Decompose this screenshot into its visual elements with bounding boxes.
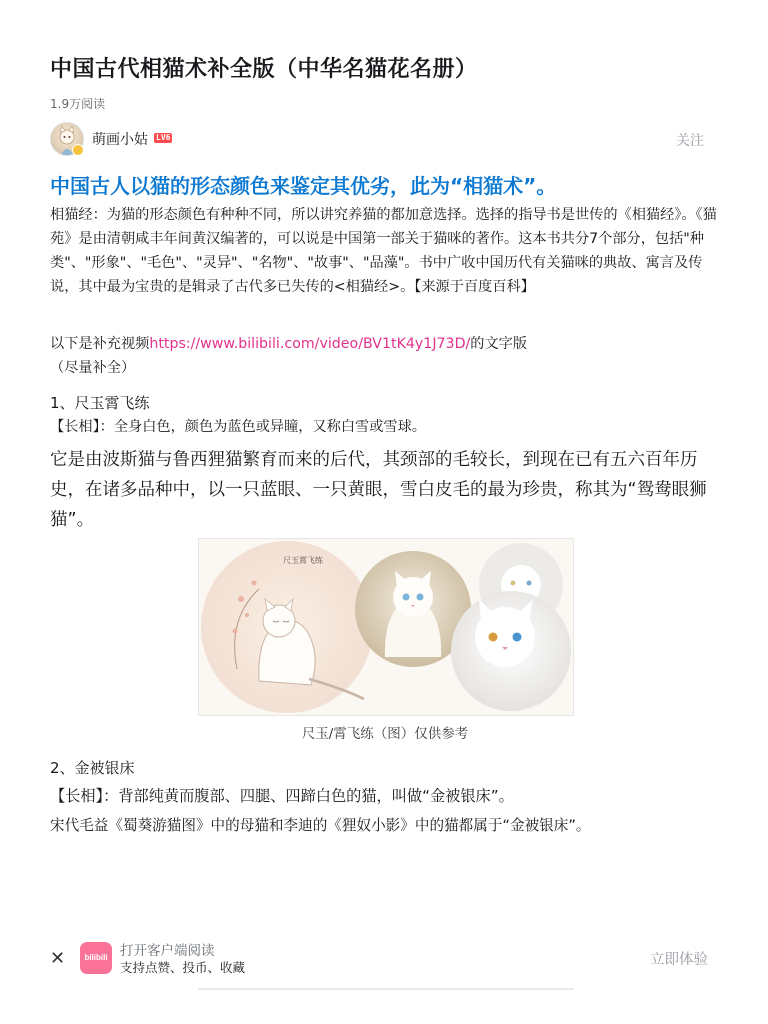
author-row xyxy=(50,122,718,156)
figure-inscription: 尺玉霄飞练 xyxy=(283,556,323,565)
cat-illustration-image[interactable] xyxy=(198,538,574,716)
section-heading-1: 1、尺玉霄飞练 xyxy=(50,394,150,412)
figure-caption: 尺玉/霄飞练（图）仅供参考 xyxy=(301,726,469,742)
open-app-banner xyxy=(0,935,768,983)
level-badge: LV6 xyxy=(156,133,171,142)
section1-appearance: 【长相】：全身白色，颜色为蓝色或异瞳，又称白雪或雪球。 xyxy=(50,419,426,435)
supplement-line xyxy=(50,332,728,356)
article-title: 中国古代相猫术补全版（中华名猫花名册） xyxy=(50,57,478,82)
video-link[interactable]: https://www.bilibili.com/video/BV1tK4y1J73D/ xyxy=(149,336,471,352)
section1-description: 它是由波斯猫与鲁西狸猫繁育而来的后代，其颈部的毛较长，到现在已有五六百年历史，在诸多品种中，以一只蓝眼、一只黄眼，雪白皮毛的最为珍贵，称其为“鸳鸯眼狮猫”。 xyxy=(50,450,707,530)
supplement-prefix: 以下是补充视频 xyxy=(50,336,150,352)
close-icon[interactable]: ✕ xyxy=(50,948,66,969)
supplement-note: （尽量补全） xyxy=(50,360,136,376)
try-now-button[interactable]: 立即体验 xyxy=(650,952,708,968)
article-headline: 中国古人以猫的形态颜色来鉴定其优劣，此为“相猫术”。 xyxy=(50,174,557,198)
verified-badge-icon xyxy=(72,144,84,156)
cat-figure-drawing xyxy=(199,539,573,715)
bilibili-logo-icon[interactable]: bilibili xyxy=(80,942,112,974)
open-app-subtitle: 支持点赞、投币、收藏 xyxy=(120,960,246,975)
section2-description: 宋代毛益《蜀葵游猫图》中的母猫和李迪的《狸奴小影》中的猫都属于“金被银床”。 xyxy=(50,817,591,834)
section-heading-2: 2、金被银床 xyxy=(50,759,135,777)
author-name[interactable]: 萌画小姑 xyxy=(92,132,148,148)
supplement-suffix: 的文字版 xyxy=(470,336,528,352)
read-count: 1.9万阅读 xyxy=(50,97,106,111)
open-app-title[interactable]: 打开客户端阅读 xyxy=(120,943,215,959)
section2-appearance: 【长相】：背部纯黄而腹部、四腿、四蹄白色的猫，叫做“金被银床”。 xyxy=(50,787,514,805)
follow-button[interactable]: 关注 xyxy=(676,133,704,149)
home-indicator xyxy=(198,988,574,990)
intro-paragraph: 相猫经：为猫的形态颜色有种种不同，所以讲究养猫的都加意选择。选择的指导书是世传的《相猫经》。《猫苑》是由清朝咸丰年间黄汉编著的，可以说是中国第一部关于猫咪的著作。这本书共分7个部分，包括"种类"、"形象"、"毛色"、"灵异"、"名物"、"故事"、"品藻"。书中广收中国历代有关猫咪的典故、寓言及传说，其中最为宝贵的是辑录了古代多已失传的<相猫经>。【来源于百度百科】 xyxy=(50,207,717,295)
